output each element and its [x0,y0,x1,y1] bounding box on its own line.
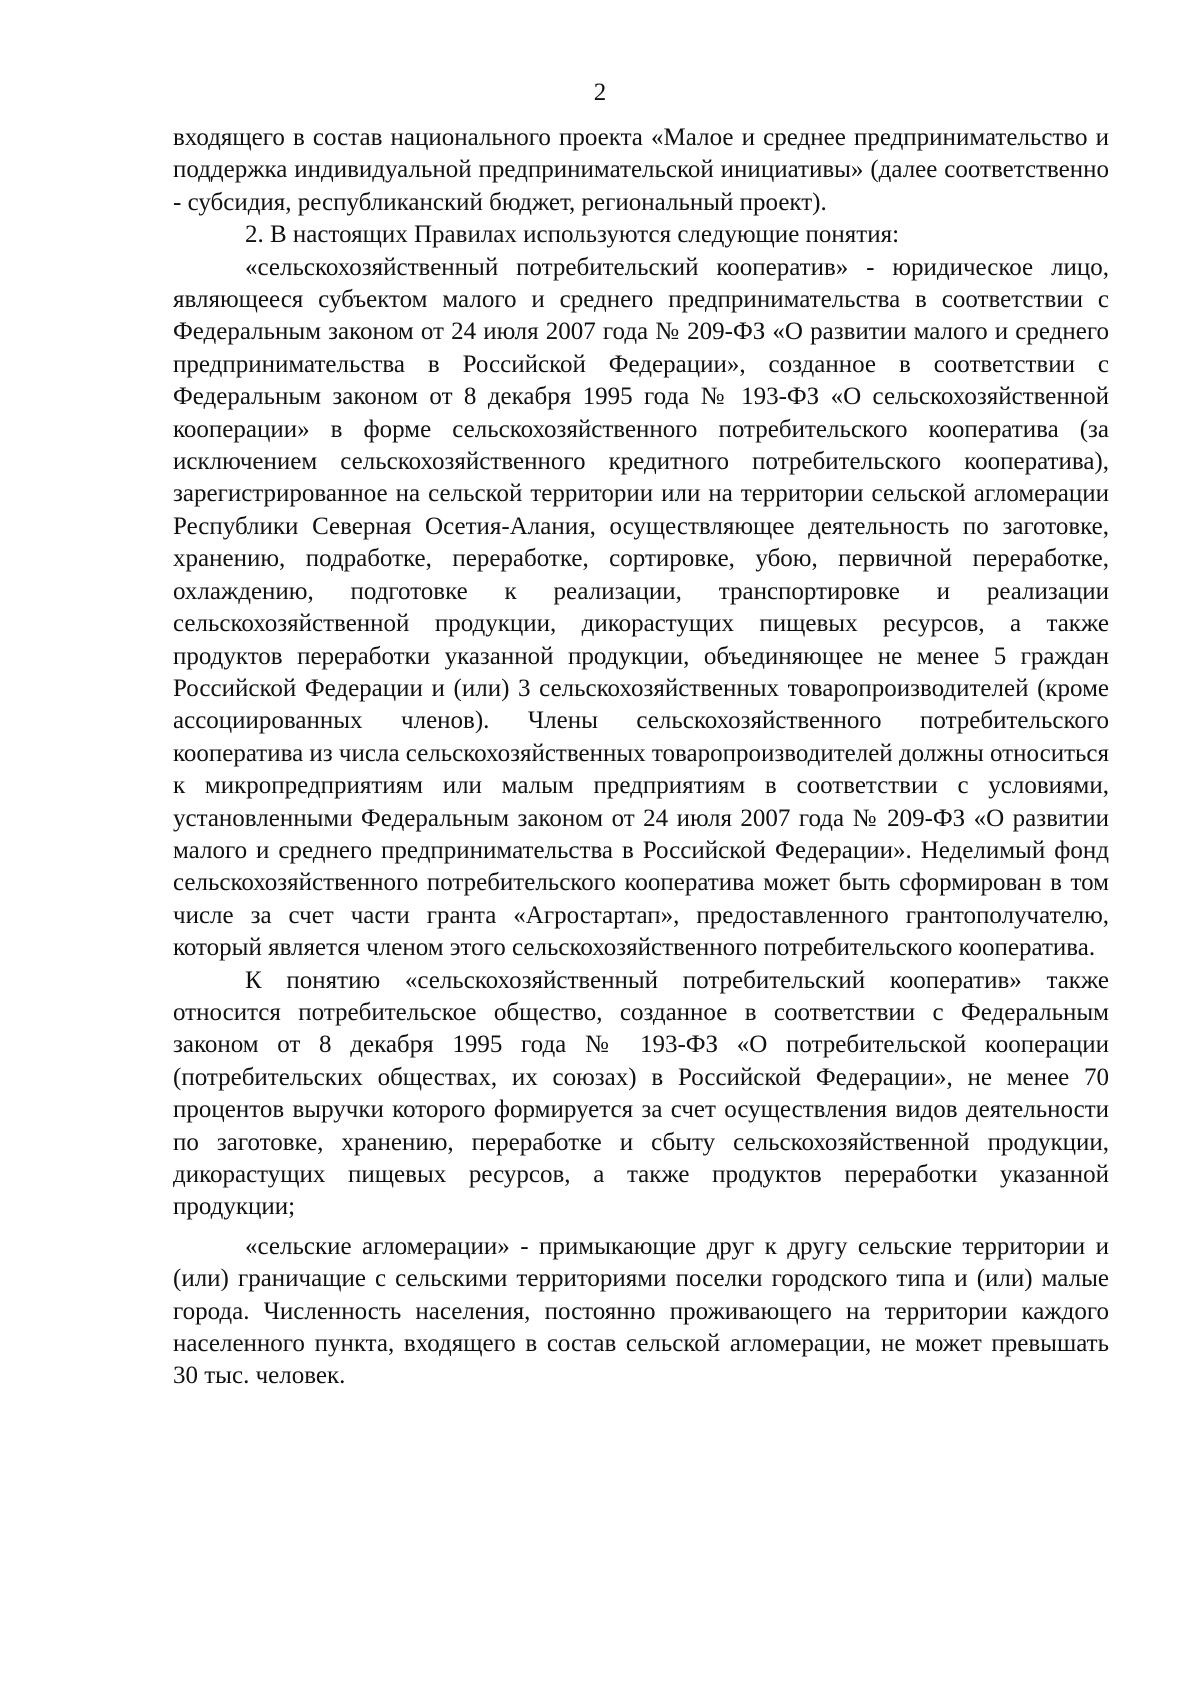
page-number: 2 [593,79,607,106]
paragraph-cooperative-definition: «сельскохозяйственный потребительский кооператив» - юридическое лицо, являющееся субъектом малого и среднего предпринимательства в соответствии с Федеральным законом от 24 июля 2007 года № 209-ФЗ «О развитии малого и среднего предпринимательства в Российской Федерации», созданное в соответствии с Федеральным законом от 8 декабря 1995 года № 193-ФЗ «О сельскохозяйственной кооперации» в форме сельскохозяйственного потребительского кооператива (за исключением сельскохозяйственного кредитного потребительского кооператива), зарегистрированное на сельской территории или на территории сельской агломерации Республики Северная Осетия-Алания, осуществляющее деятельность по заготовке, хранению, подработке, переработке, сортировке, убою, первичной переработке, охлаждению, подготовке к реализации, транспортировке и реализации сельскохозяйственной продукции, дикорастущих пищевых ресурсов, а также продуктов переработки указанной продукции, объединяющее не менее 5 граждан Российской Федерации и (или) 3 сельскохозяйственных товаропроизводителей (кроме ассоциированных членов). Члены сельскохозяйственного потребительского кооператива из числа сельскохозяйственных товаропроизводителей должны относиться к микропредприятиям или малым предприятиям в соответствии с условиями, установленными Федеральным законом от 24 июля 2007 года № 209-ФЗ «О развитии малого и среднего предпринимательства в Российской Федерации». Неделимый фонд сельскохозяйственного потребительского кооператива может быть сформирован в том числе за счет части гранта «Агростартап», предоставленного грантополучателю, который является членом этого сельскохозяйственного потребительского кооператива. [173,253,1109,962]
document-body [173,122,1109,1393]
paragraph-continuation: входящего в состав национального проекта «Малое и среднее предпринимательство и поддержка индивидуальной предпринимательской инициативы» (далее соответственно - субсидия, республиканский бюджет, региональный проект). [173,124,1109,216]
paragraph-definitions-intro: 2. В настоящих Правилах используются следующие понятия: [245,221,900,249]
paragraph-consumer-society: К понятию «сельскохозяйственный потребительский кооператив» также относится потребительское общество, созданное в соответствии с Федеральным законом от 8 декабря 1995 года № 193-ФЗ «О потребительской кооперации (потребительских обществах, их союзах) в Российской Федерации», не менее 70 процентов выручки которого формируется за счет осуществления видов деятельности по заготовке, хранению, переработке и сбыту сельскохозяйственной продукции, дикорастущих пищевых ресурсов, а также продуктов переработки указанной продукции; [173,966,1109,1221]
paragraph-rural-agglomerations: «сельские агломерации» - примыкающие друг к другу сельские территории и (или) граничащие с сельскими территориями поселки городского типа и (или) малые города. Численность населения, постоянно проживающего на территории каждого населенного пункта, входящего в состав сельской агломерации, не может превышать 30 тыс. человек. [173,1232,1109,1390]
